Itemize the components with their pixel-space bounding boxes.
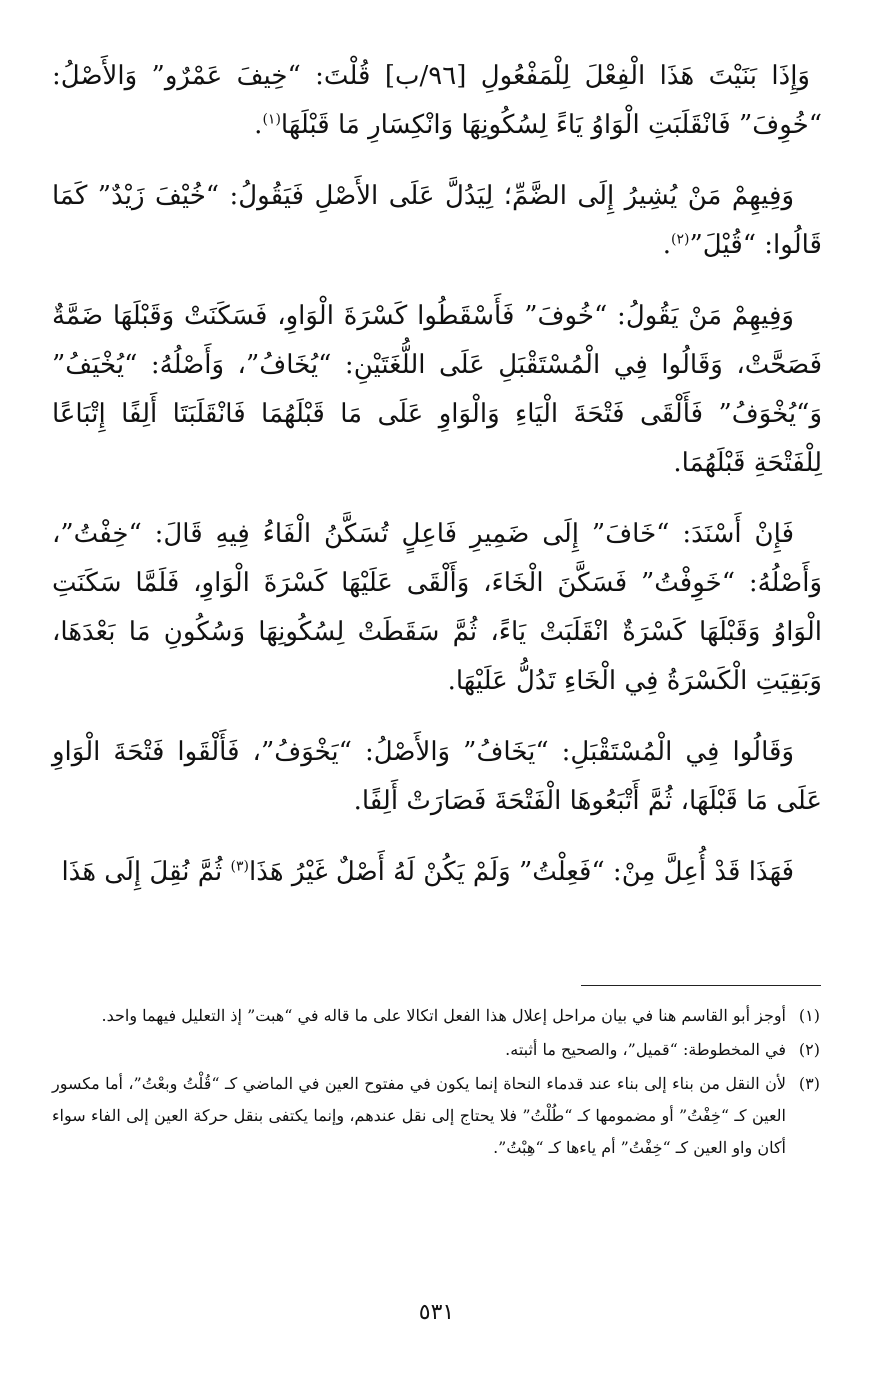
text-run: وَفِيهِمْ مَنْ يَقُولُ: “خُوفَ” فَأَسْقَطُوا كَسْرَةَ الْوَاوِ، فَسَكَنَتْ وَقَبْلَهَا ضَمَّةٌ فَصَحَّتْ، وَقَالُوا فِي الْمُسْتَقْبَلِ عَلَى اللُّغَتَيْنِ: “يُخَافُ”، وَأَصْلُهُ: “يُخْيَفُ” وَ“يُخْوَفُ” فَأَلْقَى فَتْحَةَ الْيَاءِ وَالْوَاوِ عَلَى مَا قَبْلَهُمَا فَانْقَلَبَتَا أَلِفًا إِتْبَاعًا لِلْفَتْحَةِ قَبْلَهُمَا.: [52, 301, 822, 478]
paragraph: [52, 172, 822, 270]
footnote-number: (٣): [798, 1074, 820, 1093]
text-run: .: [662, 230, 672, 260]
paragraph: [52, 292, 822, 488]
paragraph: [52, 728, 822, 826]
paragraph: [52, 52, 822, 150]
footnote: [52, 1068, 820, 1164]
footnote-text: لأن النقل من بناء إلى بناء عند قدماء النحاة إنما يكون في مفتوح العين في الماضي كـ “قُلْتُ وبعْتُ”، أما مكسور العين كـ “خِفْتُ” أو مضمومها كـ “طُلْتُ” فلا يحتاج إلى نقل عندهم، وإنما يكتفى بنقل حركة العين إلى الفاء سواء أكان واو العين كـ “خِفْتُ” أم ياءها كـ “هِبْتُ”.: [52, 1074, 786, 1157]
footnote-ref: (٣): [230, 858, 249, 875]
text-run: فَإِنْ أَسْنَدَ: “خَافَ” إِلَى ضَمِيرِ فَاعِلٍ تُسَكَّنُ الْفَاءُ فِيهِ قَالَ: “خِفْتُ”، وَأَصْلُهُ: “خَوِفْتُ” فَسَكَّنَ الْخَاءَ، وَأَلْقَى عَلَيْهَا كَسْرَةَ الْوَاوِ، فَلَمَّا سَكَنَتِ الْوَاوُ وَقَبْلَهَا كَسْرَةٌ انْقَلَبَتْ يَاءً، ثُمَّ سَقَطَتْ لِسُكُونِهَا وَسُكُونِ مَا بَعْدَهَا، وَبَقِيَتِ الْكَسْرَةُ فِي الْخَاءِ تَدُلُّ عَلَيْهَا.: [52, 519, 822, 696]
main-text: [52, 52, 822, 919]
footnote: [52, 1000, 820, 1032]
footnotes: [52, 1000, 820, 1166]
text-run: فَهَذَا قَدْ أُعِلَّ مِنْ: “فَعِلْتُ” وَلَمْ يَكُنْ لَهُ أَصْلٌ غَيْرُ هَذَا: [249, 857, 794, 887]
footnote-ref: (١): [262, 111, 281, 128]
paragraph: [52, 510, 822, 706]
footnote-ref: (٢): [671, 231, 690, 248]
text-run: .: [254, 110, 263, 140]
text-run: وَقَالُوا فِي الْمُسْتَقْبَلِ: “يَخَافُ” وَالأَصْلُ: “يَخْوَفُ”، فَأَلْقَوا فَتْحَةَ الْوَاوِ عَلَى مَا قَبْلَهَا، ثُمَّ أَتْبَعُوهَا الْفَتْحَةَ فَصَارَتْ أَلِفًا.: [52, 737, 822, 816]
text-run: وَإِذَا بَنَيْتَ هَذَا الْفِعْلَ لِلْمَفْعُولِ [٩٦/ب] قُلْتَ: “خِيفَ عَمْرٌو” وَالأَصْلُ: “خُوِفَ” فَانْقَلَبَتِ الْوَاوُ يَاءً لِسُكُونِهَا وَانْكِسَارِ مَا قَبْلَهَا: [52, 61, 822, 140]
footnote-number: (٢): [798, 1040, 820, 1059]
footnote-text: في المخطوطة: “قميل”، والصحيح ما أثبته.: [505, 1040, 786, 1059]
footnote-number: (١): [798, 1006, 820, 1025]
footnote-separator: [581, 985, 821, 986]
paragraph: [52, 848, 822, 897]
text-run: ثُمَّ نُقِلَ إِلَى هَذَا: [61, 857, 231, 887]
footnote-text: أوجز أبو القاسم هنا في بيان مراحل إعلال هذا الفعل اتكالا على ما قاله في “هبت” إذ التعليل فيهما واحد.: [101, 1006, 786, 1025]
text-run: وَفِيهِمْ مَنْ يُشِيرُ إِلَى الضَّمِّ؛ لِيَدُلَّ عَلَى الأَصْلِ فَيَقُولُ: “خُيْفَ زَيْدٌ” كَمَا قَالُوا: “قُيْلَ”: [52, 181, 822, 260]
footnote: [52, 1034, 820, 1066]
page-number: ٥٣١: [418, 1300, 455, 1325]
